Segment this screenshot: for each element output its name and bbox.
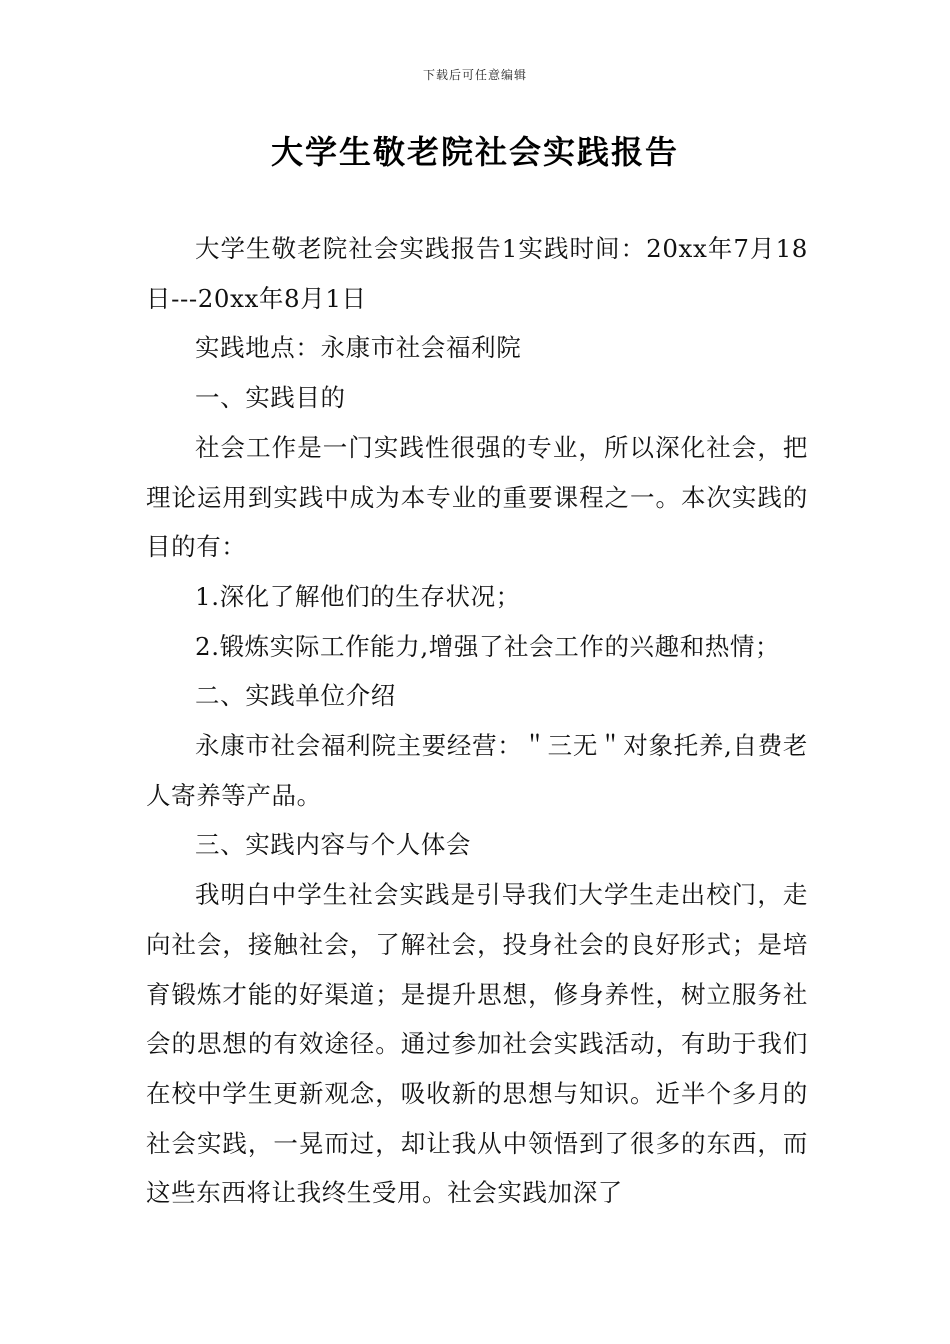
document-body xyxy=(146,224,808,1218)
paragraph-intro-time: 大学生敬老院社会实践报告1实践时间：20xx年7月18日---20xx年8月1日 xyxy=(146,234,808,313)
list-item-1: 1.深化了解他们的生存状况； xyxy=(195,581,521,611)
paragraph-location: 实践地点：永康市社会福利院 xyxy=(195,333,522,363)
list-item-2: 2.锻炼实际工作能力,增强了社会工作的兴趣和热情； xyxy=(195,631,781,661)
section-heading-unit: 二、实践单位介绍 xyxy=(195,681,396,711)
paragraph-purpose: 社会工作是一门实践性很强的专业，所以深化社会，把理论运用到实践中成为本专业的重要课程之一。本次实践的目的有： xyxy=(146,432,808,562)
document-title: 大学生敬老院社会实践报告 xyxy=(270,133,679,171)
section-heading-content: 三、实践内容与个人体会 xyxy=(195,830,472,860)
paragraph-unit: 永康市社会福利院主要经营：＂三无＂对象托养,自费老人寄养等产品。 xyxy=(146,731,808,810)
header-note: 下载后可任意编辑 xyxy=(422,68,527,82)
paragraph-content: 我明白中学生社会实践是引导我们大学生走出校门，走向社会，接触社会，了解社会，投身社会的良好形式；是培育锻炼才能的好渠道；是提升思想，修身养性，树立服务社会的思想的有效途径。通过参加社会实践活动，有助于我们在校中学生更新观念，吸收新的思想与知识。近半个多月的社会实践，一晃而过，却让我从中领悟到了很多的东西，而这些东西将让我终生受用。社会实践加深了 xyxy=(146,880,808,1208)
section-heading-purpose: 一、实践目的 xyxy=(195,383,346,413)
